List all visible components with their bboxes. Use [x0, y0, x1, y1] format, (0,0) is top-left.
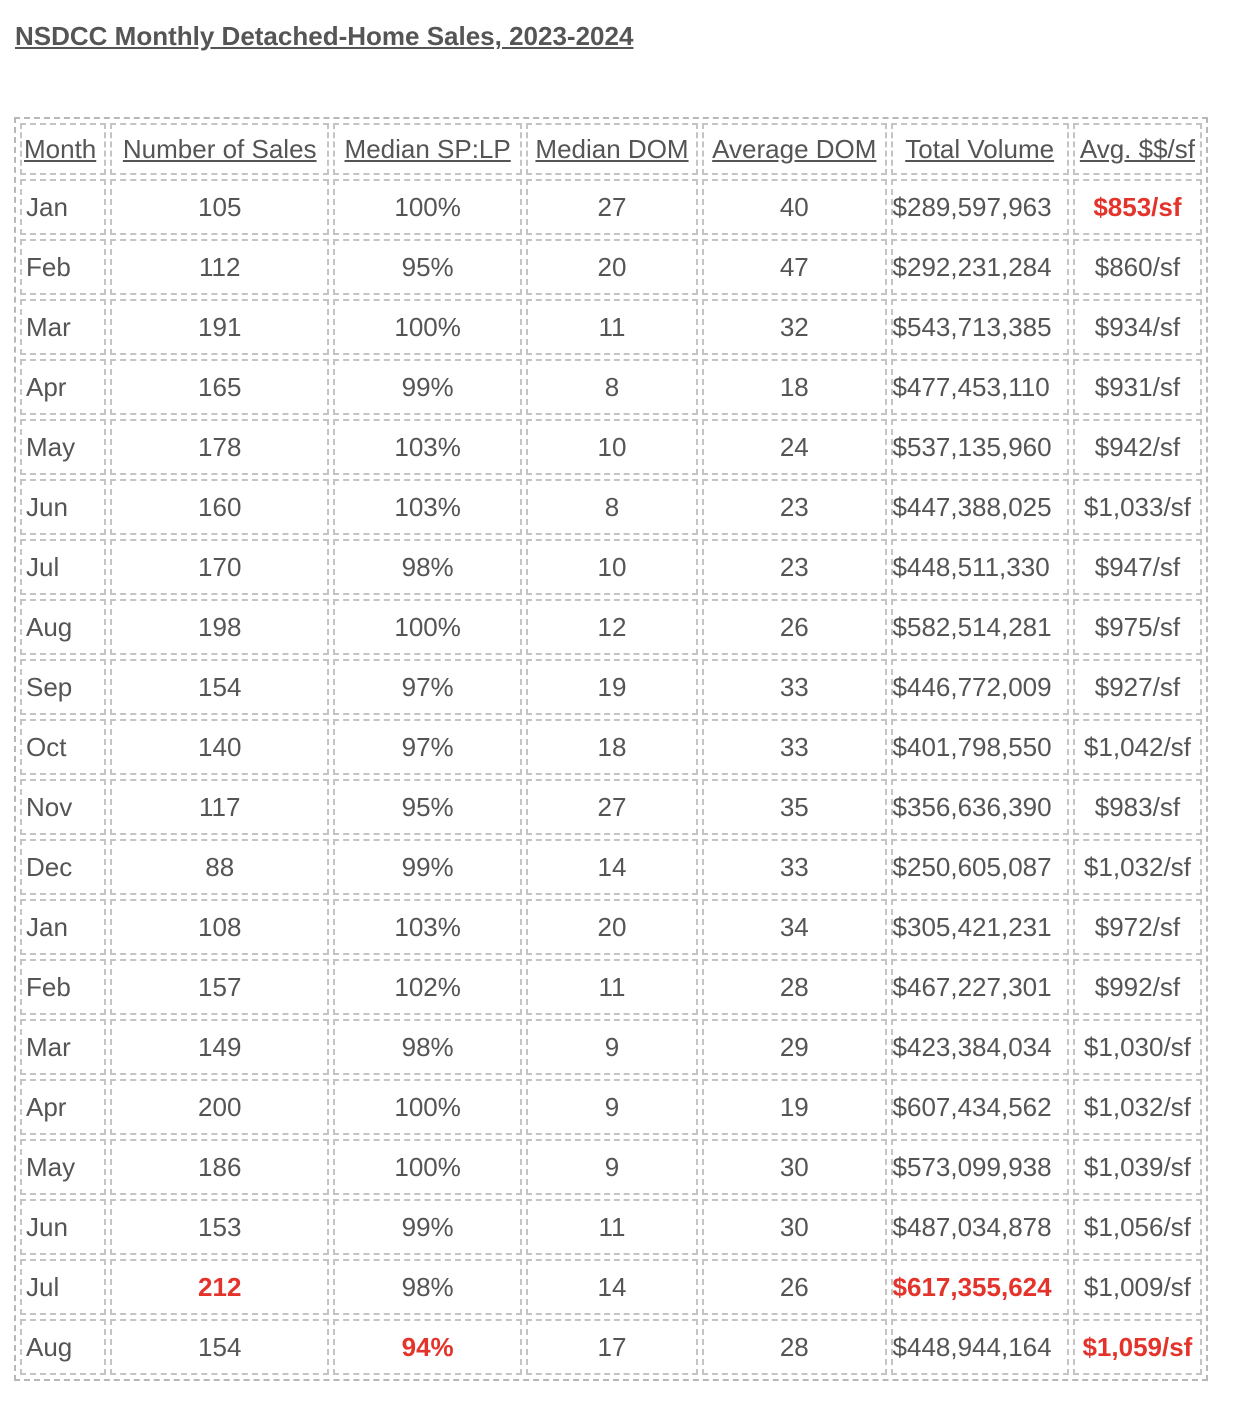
cell-median-sp-lp: 103% — [333, 419, 522, 475]
cell-median-dom: 14 — [526, 839, 698, 895]
cell-median-dom: 18 — [526, 719, 698, 775]
cell-median-sp-lp: 100% — [333, 179, 522, 235]
cell-median-sp-lp: 95% — [333, 239, 522, 295]
cell-number-of-sales: 140 — [110, 719, 329, 775]
table-row — [20, 539, 1202, 595]
cell-avg-price-per-sf: $992/sf — [1073, 959, 1202, 1015]
cell-avg-price-per-sf: $1,033/sf — [1073, 479, 1202, 535]
cell-month: Apr — [20, 1079, 106, 1135]
cell-month: Sep — [20, 659, 106, 715]
table-row — [20, 959, 1202, 1015]
cell-total-volume: $305,421,231 — [891, 899, 1069, 955]
cell-total-volume: $423,384,034 — [891, 1019, 1069, 1075]
cell-average-dom: 26 — [702, 599, 886, 655]
cell-average-dom: 35 — [702, 779, 886, 835]
cell-average-dom: 24 — [702, 419, 886, 475]
cell-average-dom: 33 — [702, 719, 886, 775]
cell-average-dom: 28 — [702, 1319, 886, 1375]
cell-median-dom: 9 — [526, 1079, 698, 1135]
cell-average-dom: 33 — [702, 659, 886, 715]
table-row — [20, 479, 1202, 535]
cell-average-dom: 40 — [702, 179, 886, 235]
table-row — [20, 599, 1202, 655]
sales-table — [14, 117, 1208, 1381]
cell-total-volume: $582,514,281 — [891, 599, 1069, 655]
cell-median-sp-lp: 99% — [333, 1199, 522, 1255]
cell-median-dom: 27 — [526, 179, 698, 235]
cell-total-volume: $292,231,284 — [891, 239, 1069, 295]
cell-total-volume: $617,355,624 — [891, 1259, 1069, 1315]
cell-median-sp-lp: 100% — [333, 599, 522, 655]
table-row — [20, 1319, 1202, 1375]
table-row — [20, 359, 1202, 415]
table-row — [20, 1259, 1202, 1315]
cell-avg-price-per-sf: $947/sf — [1073, 539, 1202, 595]
cell-median-sp-lp: 99% — [333, 839, 522, 895]
cell-month: May — [20, 1139, 106, 1195]
cell-number-of-sales: 191 — [110, 299, 329, 355]
cell-number-of-sales: 200 — [110, 1079, 329, 1135]
header-average-dom: Average DOM — [702, 123, 886, 175]
cell-number-of-sales: 212 — [110, 1259, 329, 1315]
table-row — [20, 1139, 1202, 1195]
cell-median-dom: 9 — [526, 1139, 698, 1195]
cell-avg-price-per-sf: $853/sf — [1073, 179, 1202, 235]
cell-median-dom: 20 — [526, 899, 698, 955]
cell-avg-price-per-sf: $860/sf — [1073, 239, 1202, 295]
header-avg-price-per-sf: Avg. $$/sf — [1073, 123, 1202, 175]
cell-month: Aug — [20, 599, 106, 655]
cell-median-dom: 14 — [526, 1259, 698, 1315]
cell-median-dom: 12 — [526, 599, 698, 655]
cell-number-of-sales: 153 — [110, 1199, 329, 1255]
cell-month: Nov — [20, 779, 106, 835]
cell-average-dom: 30 — [702, 1139, 886, 1195]
cell-median-dom: 9 — [526, 1019, 698, 1075]
cell-month: Feb — [20, 239, 106, 295]
cell-total-volume: $487,034,878 — [891, 1199, 1069, 1255]
cell-avg-price-per-sf: $975/sf — [1073, 599, 1202, 655]
cell-median-sp-lp: 94% — [333, 1319, 522, 1375]
cell-number-of-sales: 105 — [110, 179, 329, 235]
cell-average-dom: 23 — [702, 539, 886, 595]
cell-median-dom: 11 — [526, 1199, 698, 1255]
cell-average-dom: 28 — [702, 959, 886, 1015]
cell-total-volume: $448,944,164 — [891, 1319, 1069, 1375]
cell-avg-price-per-sf: $1,032/sf — [1073, 1079, 1202, 1135]
cell-number-of-sales: 154 — [110, 1319, 329, 1375]
cell-total-volume: $446,772,009 — [891, 659, 1069, 715]
cell-average-dom: 18 — [702, 359, 886, 415]
cell-month: Feb — [20, 959, 106, 1015]
table-row — [20, 719, 1202, 775]
cell-total-volume: $447,388,025 — [891, 479, 1069, 535]
cell-avg-price-per-sf: $934/sf — [1073, 299, 1202, 355]
cell-average-dom: 47 — [702, 239, 886, 295]
cell-median-dom: 20 — [526, 239, 698, 295]
cell-median-dom: 8 — [526, 479, 698, 535]
cell-month: May — [20, 419, 106, 475]
cell-month: Mar — [20, 1019, 106, 1075]
cell-median-dom: 11 — [526, 299, 698, 355]
cell-median-dom: 27 — [526, 779, 698, 835]
header-median-dom: Median DOM — [526, 123, 698, 175]
cell-month: Jul — [20, 539, 106, 595]
header-median-sp-lp: Median SP:LP — [333, 123, 522, 175]
cell-avg-price-per-sf: $927/sf — [1073, 659, 1202, 715]
cell-total-volume: $356,636,390 — [891, 779, 1069, 835]
cell-total-volume: $448,511,330 — [891, 539, 1069, 595]
cell-month: Jun — [20, 479, 106, 535]
table-row — [20, 239, 1202, 295]
cell-average-dom: 29 — [702, 1019, 886, 1075]
cell-total-volume: $537,135,960 — [891, 419, 1069, 475]
header-total-volume: Total Volume — [891, 123, 1069, 175]
cell-average-dom: 23 — [702, 479, 886, 535]
table-row — [20, 1199, 1202, 1255]
cell-month: Jul — [20, 1259, 106, 1315]
cell-number-of-sales: 108 — [110, 899, 329, 955]
table-row — [20, 299, 1202, 355]
cell-month: Jan — [20, 179, 106, 235]
cell-median-sp-lp: 100% — [333, 1139, 522, 1195]
cell-median-sp-lp: 98% — [333, 539, 522, 595]
cell-total-volume: $573,099,938 — [891, 1139, 1069, 1195]
cell-month: Oct — [20, 719, 106, 775]
table-row — [20, 899, 1202, 955]
cell-median-dom: 8 — [526, 359, 698, 415]
table-row — [20, 659, 1202, 715]
cell-average-dom: 30 — [702, 1199, 886, 1255]
cell-median-sp-lp: 97% — [333, 659, 522, 715]
cell-median-sp-lp: 97% — [333, 719, 522, 775]
cell-avg-price-per-sf: $931/sf — [1073, 359, 1202, 415]
cell-median-dom: 19 — [526, 659, 698, 715]
table-row — [20, 1019, 1202, 1075]
cell-total-volume: $607,434,562 — [891, 1079, 1069, 1135]
cell-month: Aug — [20, 1319, 106, 1375]
cell-median-dom: 10 — [526, 419, 698, 475]
cell-avg-price-per-sf: $1,032/sf — [1073, 839, 1202, 895]
header-row — [20, 123, 1202, 175]
cell-avg-price-per-sf: $1,039/sf — [1073, 1139, 1202, 1195]
table-row — [20, 779, 1202, 835]
cell-median-sp-lp: 103% — [333, 899, 522, 955]
cell-median-sp-lp: 103% — [333, 479, 522, 535]
cell-number-of-sales: 160 — [110, 479, 329, 535]
table-row — [20, 1079, 1202, 1135]
cell-average-dom: 33 — [702, 839, 886, 895]
page-title: NSDCC Monthly Detached-Home Sales, 2023-2024 — [15, 21, 634, 51]
cell-median-sp-lp: 98% — [333, 1019, 522, 1075]
cell-number-of-sales: 186 — [110, 1139, 329, 1195]
sales-table-container — [14, 117, 1208, 1381]
cell-average-dom: 26 — [702, 1259, 886, 1315]
cell-avg-price-per-sf: $983/sf — [1073, 779, 1202, 835]
cell-median-sp-lp: 100% — [333, 299, 522, 355]
table-row — [20, 419, 1202, 475]
table-row — [20, 179, 1202, 235]
cell-avg-price-per-sf: $1,042/sf — [1073, 719, 1202, 775]
cell-number-of-sales: 112 — [110, 239, 329, 295]
cell-median-dom: 11 — [526, 959, 698, 1015]
cell-total-volume: $289,597,963 — [891, 179, 1069, 235]
cell-average-dom: 32 — [702, 299, 886, 355]
cell-month: Dec — [20, 839, 106, 895]
cell-month: Apr — [20, 359, 106, 415]
cell-month: Mar — [20, 299, 106, 355]
cell-number-of-sales: 157 — [110, 959, 329, 1015]
cell-median-dom: 17 — [526, 1319, 698, 1375]
cell-number-of-sales: 88 — [110, 839, 329, 895]
cell-total-volume: $467,227,301 — [891, 959, 1069, 1015]
cell-number-of-sales: 198 — [110, 599, 329, 655]
header-month: Month — [20, 123, 106, 175]
cell-number-of-sales: 154 — [110, 659, 329, 715]
cell-total-volume: $401,798,550 — [891, 719, 1069, 775]
cell-avg-price-per-sf: $1,009/sf — [1073, 1259, 1202, 1315]
cell-median-dom: 10 — [526, 539, 698, 595]
cell-total-volume: $543,713,385 — [891, 299, 1069, 355]
cell-total-volume: $250,605,087 — [891, 839, 1069, 895]
header-number-of-sales: Number of Sales — [110, 123, 329, 175]
cell-avg-price-per-sf: $1,030/sf — [1073, 1019, 1202, 1075]
cell-median-sp-lp: 102% — [333, 959, 522, 1015]
cell-avg-price-per-sf: $1,056/sf — [1073, 1199, 1202, 1255]
cell-median-sp-lp: 100% — [333, 1079, 522, 1135]
cell-average-dom: 19 — [702, 1079, 886, 1135]
cell-number-of-sales: 149 — [110, 1019, 329, 1075]
cell-number-of-sales: 170 — [110, 539, 329, 595]
cell-median-sp-lp: 98% — [333, 1259, 522, 1315]
cell-avg-price-per-sf: $942/sf — [1073, 419, 1202, 475]
cell-month: Jun — [20, 1199, 106, 1255]
cell-median-sp-lp: 99% — [333, 359, 522, 415]
cell-avg-price-per-sf: $972/sf — [1073, 899, 1202, 955]
cell-number-of-sales: 165 — [110, 359, 329, 415]
table-row — [20, 839, 1202, 895]
cell-number-of-sales: 117 — [110, 779, 329, 835]
cell-average-dom: 34 — [702, 899, 886, 955]
cell-median-sp-lp: 95% — [333, 779, 522, 835]
cell-avg-price-per-sf: $1,059/sf — [1073, 1319, 1202, 1375]
cell-total-volume: $477,453,110 — [891, 359, 1069, 415]
cell-month: Jan — [20, 899, 106, 955]
cell-number-of-sales: 178 — [110, 419, 329, 475]
